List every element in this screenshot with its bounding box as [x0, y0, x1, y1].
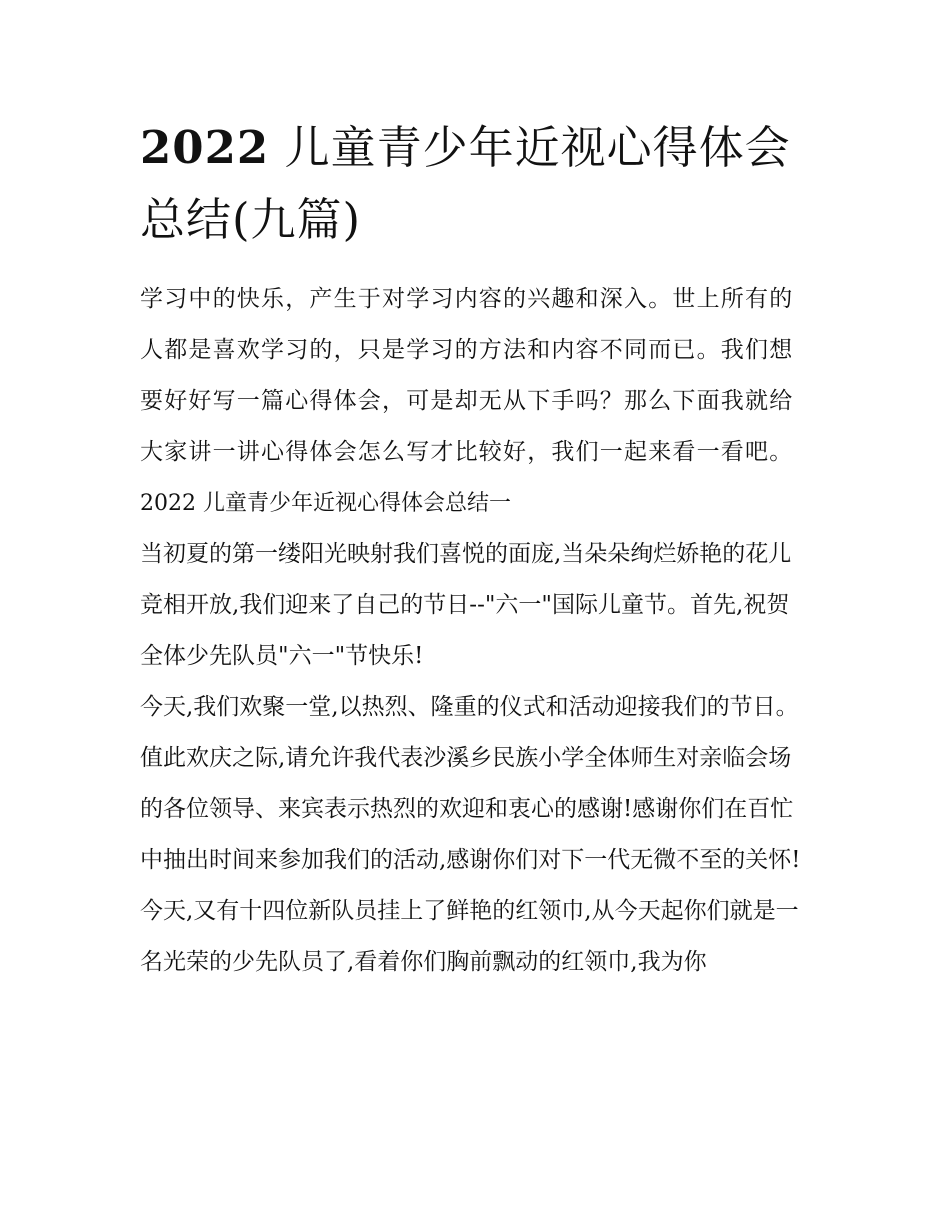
body-paragraph-3: 值此欢庆之际,请允许我代表沙溪乡民族小学全体师生对亲临会场的各位领导、来宾表示热烈的欢迎和衷心的感谢!感谢你们在百忙中抽出时间来参加我们的活动,感谢你们对下一代无微不至的关怀! [140, 745, 801, 873]
title-text: 儿童青少年近视心得体会总结(九篇) [140, 121, 791, 246]
section-heading: 2022 儿童青少年近视心得体会总结一 [140, 491, 511, 516]
document-content [140, 112, 812, 988]
title-year: 2022 [140, 121, 270, 174]
body-paragraph-1: 当初夏的第一缕阳光映射我们喜悦的面庞,当朵朵绚烂娇艳的花儿竞相开放,我们迎来了自己的节日--"六一"国际儿童节。首先,祝贺全体少先队员"六一"节快乐! [140, 541, 792, 669]
body-paragraph-2: 今天,我们欢聚一堂,以热烈、隆重的仪式和活动迎接我们的节日。 [140, 694, 799, 720]
document-title [140, 112, 812, 256]
document-body [140, 274, 812, 988]
body-paragraph-4: 今天,又有十四位新队员挂上了鲜艳的红领巾,从今天起你们就是一名光荣的少先队员了,看着你们胸前飘动的红领巾,我为你 [140, 898, 799, 975]
intro-paragraph: 学习中的快乐，产生于对学习内容的兴趣和深入。世上所有的人都是喜欢学习的，只是学习的方法和内容不同而已。我们想要好好写一篇心得体会，可是却无从下手吗？那么下面我就给大家讲一讲心得体会怎么写才比较好，我们一起来看一看吧。 [140, 286, 794, 465]
